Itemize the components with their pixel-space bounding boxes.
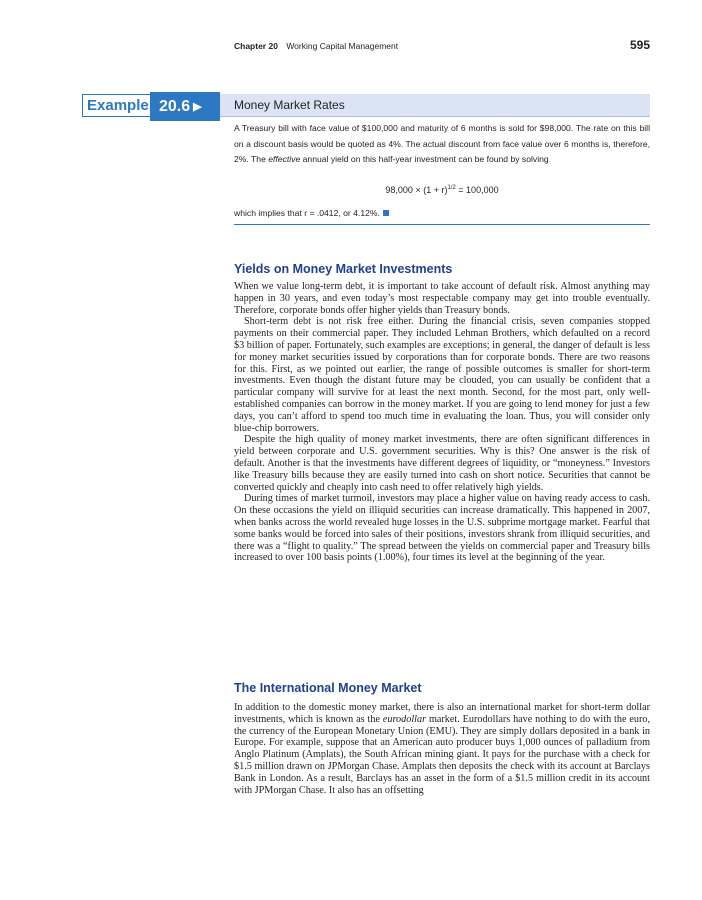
page-number: 595 (629, 38, 650, 52)
paragraph: Short-term debt is not risk free either. During the financial crisis, seven companies stopped payments on their commercial paper. They included Lehman Brothers, which defaulted on a record $3 billion of paper. Fortunately, such examples are exceptions; in general, the danger of default is less for money market securities issued by corporations than for corporate bonds. There are two reasons for this. First, as we pointed out earlier, the range of possible outcomes is smaller for short-term investments. Even though the distant future may be clouded, you can usually be confident that a particular company will survive for at least the next month. Second, for the most part, only well-established companies can borrow in the money market. If you are going to lend money for just a few days, you can’t afford to spend too much time in evaluating the loan. Thus, you will consider only blue-chip borrowers. (234, 316, 650, 434)
section-body-international (234, 702, 650, 796)
paragraph: Despite the high quality of money market investments, there are often significant differences in yield between corporate and U.S. government securities. Why is this? One answer is the risk of default. Another is that the investments have different degrees of liquidity, or “moneyness.” Investors like Treasury bills because they are easily turned into cash on short notice. Securities that cannot be converted quickly and cheaply into cash need to offer relatively high yields. (234, 434, 650, 493)
example-body (234, 121, 650, 168)
running-header (234, 38, 650, 55)
equation (234, 185, 650, 195)
paragraph-text: market. Eurodollars have nothing to do with the euro, the currency of the European Monetary Union (EMU). They are simply dollars deposited in a bank in Europe. For example, suppose that an American auto producer buys 1,000 ounces of palladium from Anglo Platinum (Amplats), the South African mining giant. It pays for the purchase with a check for $1.5 million drawn on JPMorgan Chase. Amplats then deposits the check with its account at Barclays Bank in London. As a result, Barclays has an asset in the form of a $1.5 million credit in its account with JPMorgan Chase. It also has an offsetting (234, 713, 651, 796)
example-footer-text: which implies that r = .0412, or 4.12%. (234, 208, 380, 218)
equation-rhs: = 100,000 (455, 185, 499, 195)
paragraph-text: In addition to the domestic money market, there is also an international market for short-term dollar investments, which is known as the (234, 702, 650, 725)
equation-exponent: 1/2 (447, 185, 456, 191)
chapter-subject: Working Capital Management (286, 41, 399, 51)
example-body-end: annual yield on this half-year investment can be found by solving (302, 154, 549, 164)
section-heading-international: The International Money Market (234, 681, 422, 695)
example-footer (234, 208, 650, 218)
example-number: 20.6 (159, 98, 191, 115)
equation-lhs: 98,000 × (1 + r) (385, 185, 448, 195)
paragraph (234, 702, 650, 796)
example-number-badge (150, 92, 220, 121)
example-body-text: A Treasury bill with face value of $100,000 and maturity of 6 months is sold for $98,000. The rate on this bill on a discount basis would be quoted as 4%. The actual discount from face value over 6 months is, therefore, 2%. The (234, 123, 650, 164)
example-title: Money Market Rates (220, 94, 650, 117)
section-heading-yields: Yields on Money Market Investments (234, 262, 453, 276)
chapter-label: Chapter 20 (234, 41, 278, 51)
paragraph-italic: eurodollar (382, 713, 427, 725)
arrow-right-icon: ▶ (193, 101, 202, 113)
example-body-italic: effective (268, 154, 301, 164)
example-paragraph (234, 121, 650, 168)
end-square-icon (383, 210, 389, 216)
paragraph: When we value long-term debt, it is important to take account of default risk. Almost anything may happen in 30 years, and even today’s most respectable company may get into trouble eventually. Therefore, corporate bonds offer higher yields than Treasury bonds. (234, 281, 650, 316)
paragraph: During times of market turmoil, investors may place a higher value on having ready access to cash. On these occasions the yield on illiquid securities can increase dramatically. This happened in 2007, when banks across the world revealed huge losses in the U.S. subprime mortgage market. Fearful that some banks would be forced into sales of their positions, investors shrank from illiquid securities, and there was a “flight to quality.” The spread between the yields on commercial paper and Treasury bills increased to over 100 basis points (1.00%), four times its level at the beginning of the year. (234, 493, 650, 564)
example-divider (234, 224, 650, 225)
example-label: Example (82, 94, 152, 117)
section-body-yields (234, 281, 650, 564)
